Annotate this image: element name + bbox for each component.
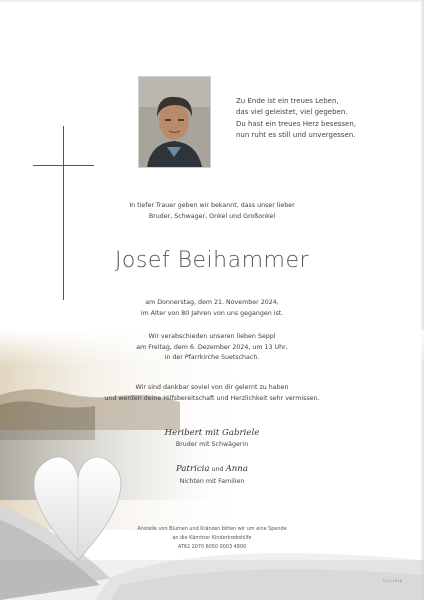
farewell-line: Wir verabschieden unseren lieben Seppl (148, 333, 276, 340)
donation-line: an die Kärntner Kinderkrebshilfe (172, 534, 252, 541)
poem-line: Zu Ende ist ein treues Leben, (236, 97, 339, 105)
thanks-text (0, 383, 424, 404)
death-info (0, 298, 424, 319)
farewell-line: in der Pfarrkirche Suetschach. (164, 354, 260, 362)
farewell-line: am Freitag, dem 6. Dezember 2024, um 13 Uhr, (136, 343, 288, 351)
poem-line: Du hast ein treues Herz besessen, (236, 119, 357, 128)
poem (236, 96, 396, 141)
mourner-names-2 (0, 463, 424, 476)
mourner-conjunction: und (211, 466, 224, 473)
death-info-line: im Alter von 80 Jahren von uns gegangen ist. (140, 309, 284, 317)
farewell-info (0, 332, 424, 364)
print-code: 3-17-1546 (382, 578, 402, 583)
poem-line: das viel geleistet, viel gegeben. (236, 108, 348, 117)
deceased-name: Josef Beihammer (114, 248, 310, 273)
cross-horizontal-bar (33, 165, 94, 166)
poem-line: nun ruht es still und unvergessen. (236, 130, 356, 139)
mourner-relation: Bruder mit Schwägerin (175, 441, 249, 448)
mourner-relation-2: Nichten mit Familien (179, 478, 245, 485)
donation-line: Anstelle von Blumen und Kränzen bitten wir um eine Spende (137, 526, 287, 532)
mourner-names: Heribert mit Gabriele (164, 428, 260, 438)
mourners-group-2 (0, 463, 424, 488)
mourners-group-1 (0, 427, 424, 451)
donation-note (0, 525, 424, 551)
thanks-line: und werden deine Hilfsbereitschaft und Herzlichkeit sehr vermissen. (104, 394, 320, 402)
intro-text (0, 201, 424, 222)
mourner-name-a: Patricia (176, 464, 210, 474)
intro-line: Bruder, Schwager, Onkel und Großonkel (148, 212, 276, 220)
portrait-photo (138, 76, 211, 168)
intro-line: In tiefer Trauer geben wir bekannt, dass unser lieber (129, 202, 295, 209)
mourner-name-b: Anna (225, 464, 248, 474)
death-info-line: am Donnerstag, dem 21. November 2024, (145, 299, 279, 306)
thanks-line: Wir sind dankbar soviel von dir gelernt zu haben (135, 384, 289, 391)
donation-iban: AT62 2070 6050 0003 4800 (177, 543, 247, 550)
